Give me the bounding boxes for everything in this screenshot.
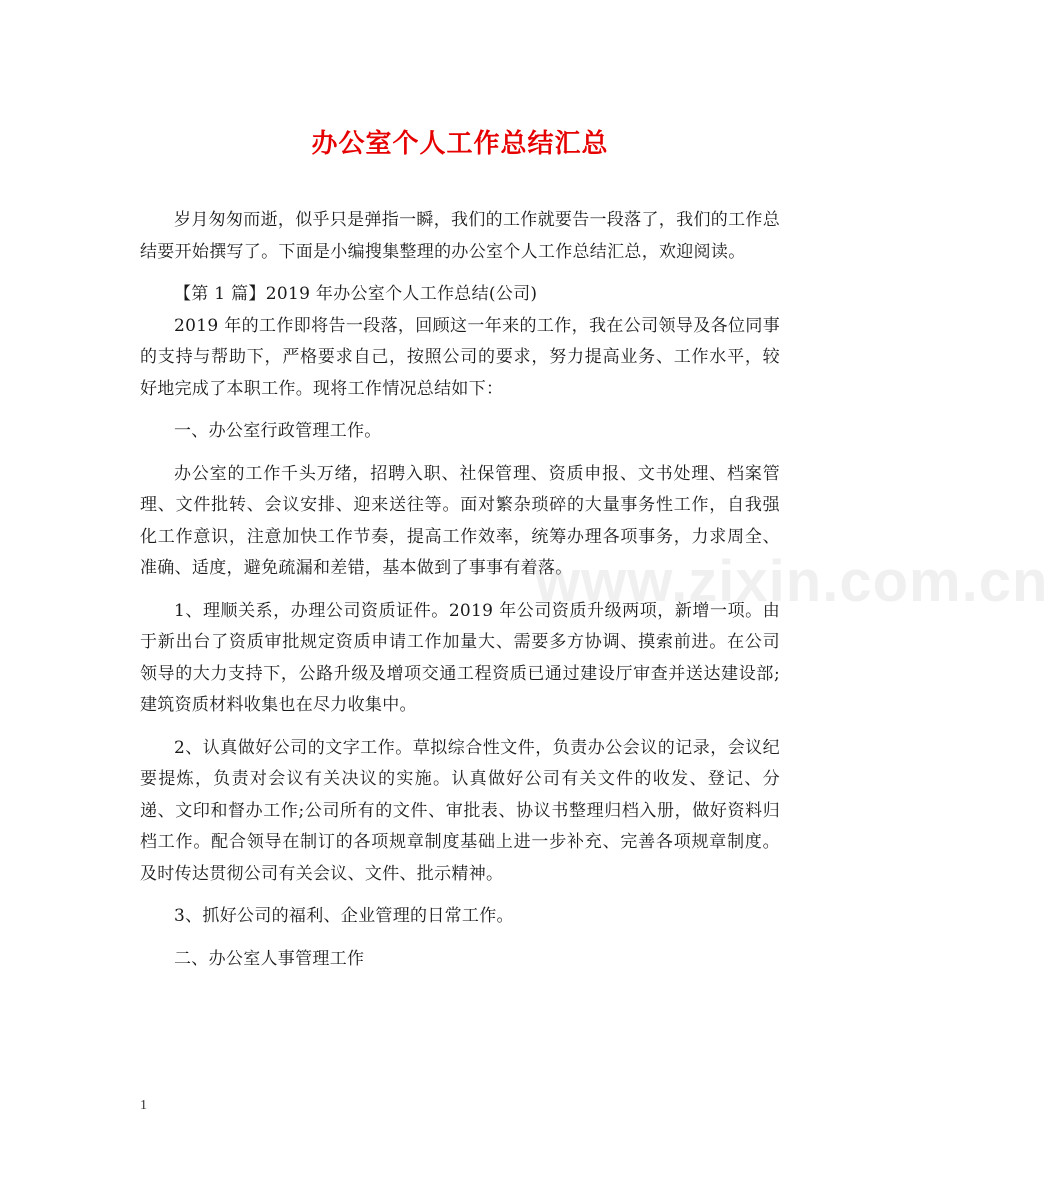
paragraph: 办公室的工作千头万绪，招聘入职、社保管理、资质申报、文书处理、档案管理、文件批转、会议安排、迎来送往等。面对繁杂琐碎的大量事务性工作，自我强化工作意识，注意加快工作节奏，提高工作效率，统筹办理各项事务，力求周全、准确、适度，避免疏漏和差错，基本做到了事事有着落。: [140, 463, 780, 578]
document-title: 办公室个人工作总结汇总: [311, 129, 609, 159]
intro-paragraph: 岁月匆匆而逝，似乎只是弹指一瞬，我们的工作就要告一段落了，我们的工作总结要开始撰写了。下面是小编搜集整理的办公室个人工作总结汇总，欢迎阅读。: [140, 210, 780, 262]
subheading-admin: 一、办公室行政管理工作。: [174, 421, 382, 441]
watermark: www.zixin.com.cn: [535, 549, 1048, 614]
paragraph: 1、理顺关系，办理公司资质证件。2019 年公司资质升级两项，新增一项。由于新出台了资质审批规定资质申请工作加量大、需要多方协调、摸索前进。在公司领导的大力支持下，公路升级及增项交通工程资质已通过建设厅审查并送达建设部;建筑资质材料收集也在尽力收集中。: [140, 600, 780, 715]
paragraph: 3、抓好公司的福利、企业管理的日常工作。: [174, 906, 514, 926]
section-heading-1: 【第 1 篇】2019 年办公室个人工作总结(公司): [174, 284, 538, 304]
paragraph: 2、认真做好公司的文字工作。草拟综合性文件，负责办公会议的记录，会议纪要提炼，负责对会议有关决议的实施。认真做好公司有关文件的收发、登记、分递、文印和督办工作;公司所有的文件、审批表、协议书整理归档入册，做好资料归档工作。配合领导在制订的各项规章制度基础上进一步补充、完善各项规章制度。及时传达贯彻公司有关会议、文件、批示精神。: [140, 737, 780, 884]
subheading-hr: 二、办公室人事管理工作: [174, 948, 365, 969]
paragraph: 2019 年的工作即将告一段落，回顾这一年来的工作，我在公司领导及各位同事的支持与帮助下，严格要求自己，按照公司的要求，努力提高业务、工作水平，较好地完成了本职工作。现将工作情况总结如下：: [140, 315, 780, 399]
page-number: 1: [140, 1098, 147, 1113]
